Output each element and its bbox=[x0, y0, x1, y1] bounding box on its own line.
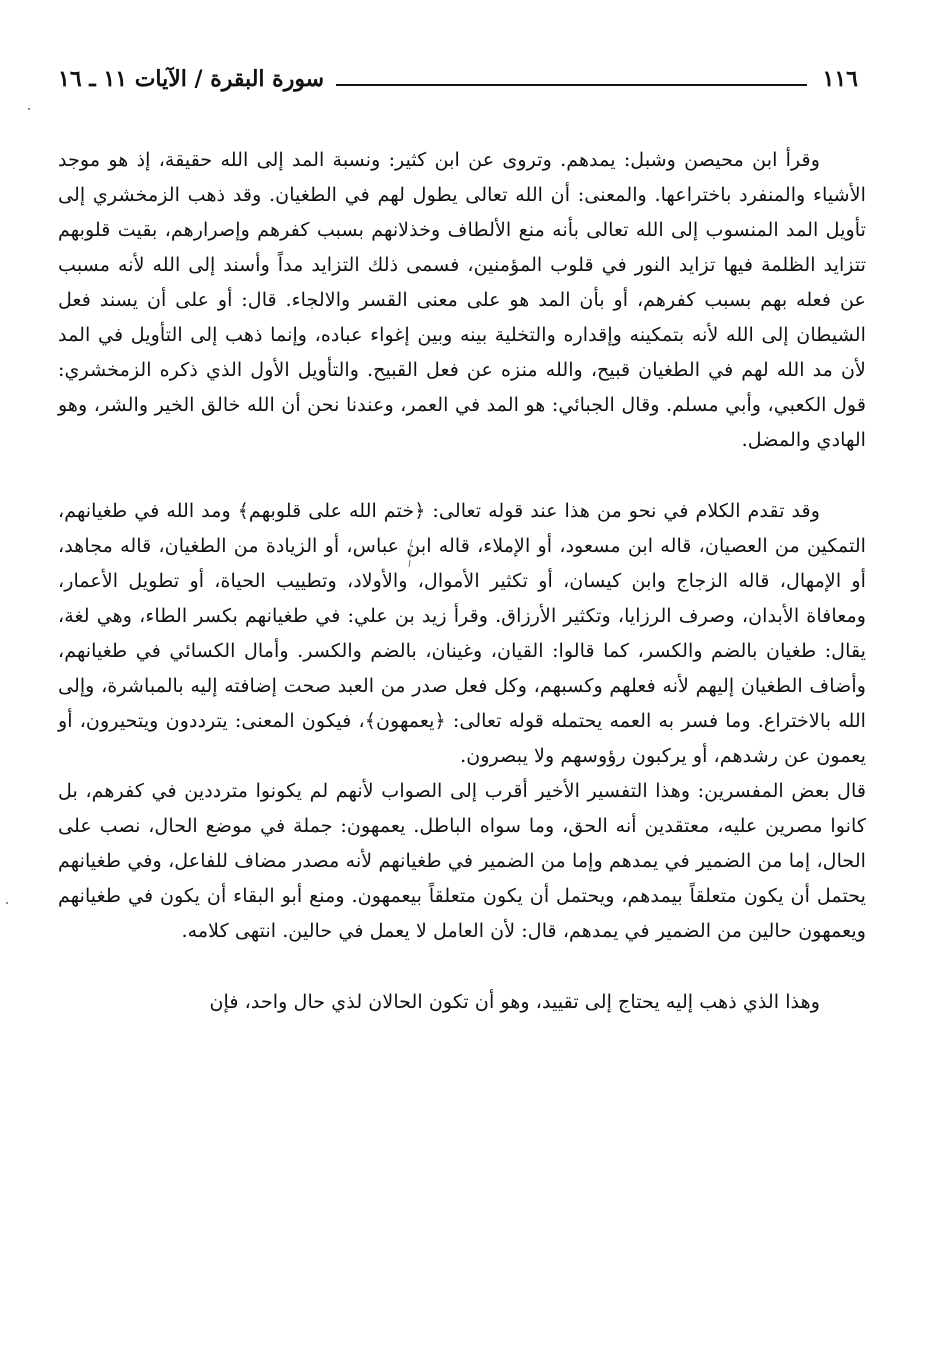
stray-pen-mark bbox=[406, 538, 416, 568]
running-header bbox=[58, 62, 858, 96]
scan-speck bbox=[6, 902, 8, 904]
paragraph: وهذا الذي ذهب إليه يحتاج إلى تقييد، وهو أن تكون الحالان لذي حال واحد، فإن bbox=[209, 990, 820, 1013]
header-rule bbox=[336, 84, 806, 86]
page-number: ١١٦ bbox=[822, 66, 858, 92]
paragraph: وقرأ ابن محيصن وشبل: يمدهم. وتروى عن ابن كثير: ونسبة المد إلى الله حقيقة، إذ هو موجد الأشياء والمنفرد باختراعها. والمعنى: أن الله تعالى يطول لهم في الطغيان. وقد ذهب الزمخشري إلى تأويل المد المنسوب إلى الله تعالى بأنه منع الألطاف وخذلانهم بسبب كفرهم وإصرارهم، بقيت قلوبهم تتزايد الظلمة فيها تزايد النور في قلوب المؤمنين، فسمى ذلك التزايد مداً وأسند إلى الله لأنه مسبب عن فعله بهم بسبب كفرهم، أو بأن المد هو على معنى القسر والالجاء. قال: أو على أن يسند فعل الشيطان إلى الله لأنه بتمكينه وإقداره والتخلية بينه وبين إغواء عباده، وإنما ذهب إلى التأويل في المد لأن مد الله لهم في الطغيان قبيح، والله منزه عن فعل القبيح. والتأويل الأول الذي ذكره الزمخشري: قول الكعبي، وأبي مسلم. وقال الجبائي: هو المد في العمر، وعندنا نحن أن الله خالق الخير والشر، وهو الهادي والمضل. bbox=[58, 148, 866, 451]
body-text bbox=[58, 142, 866, 1019]
paragraph: قال بعض المفسرين: وهذا التفسير الأخير أقرب إلى الصواب لأنهم لم يكونوا مترددين في كفرهم، بل كانوا مصرين عليه، معتقدين أنه الحق، وما سواه الباطل. يعمهون: جملة في موضع الحال، نصب على الحال، إما من الضمير في يمدهم وإما من الضمير في طغيانهم لأنه مصدر مضاف للفاعل، وفي طغيانهم يحتمل أن يكون متعلقاً بيمدهم، ويحتمل أن يكون متعلقاً بيعمهون. ومنع أبو البقاء أن يكون في طغيانهم ويعمهون حالين من الضمير في يمدهم، قال: لأن العامل لا يعمل في حالين. انتهى كلامه. bbox=[58, 779, 866, 942]
paragraph: وقد تقدم الكلام في نحو من هذا عند قوله تعالى: ﴿ختم الله على قلوبهم﴾ ومد الله في طغيانهم، التمكين من العصيان، قاله ابن مسعود، أو الإملاء، قاله ابن عباس، أو الزيادة من الطغيان، قاله مجاهد، أو الإمهال، قاله الزجاج وابن كيسان، أو تكثير الأموال، والأولاد، وتطييب الحياة، أو تطويل الأعمار، ومعافاة الأبدان، وصرف الرزايا، وتكثير الأرزاق. وقرأ زيد بن علي: في طغيانهم بكسر الطاء، وهي لغة، يقال: طغيان بالضم والكسر، كما قالوا: القيان، وغينان، بالضم والكسر. وأمال الكسائي في طغيانهم، وأضاف الطغيان إليهم لأنه فعلهم وكسبهم، وكل فعل صدر من العبد صحت إضافته إليه بالمباشرة، وإلى الله بالاختراع. وما فسر به العمه يحتمله قوله تعالى: ﴿يعمهون﴾، فيكون المعنى: يترددون ويتحيرون، أو يعمون عن رشدهم، أو يركبون رؤوسهم ولا يبصرون. bbox=[58, 499, 866, 767]
running-title: سورة البقرة / الآيات ١١ ـ ١٦ bbox=[58, 66, 325, 92]
scan-speck bbox=[28, 108, 30, 110]
